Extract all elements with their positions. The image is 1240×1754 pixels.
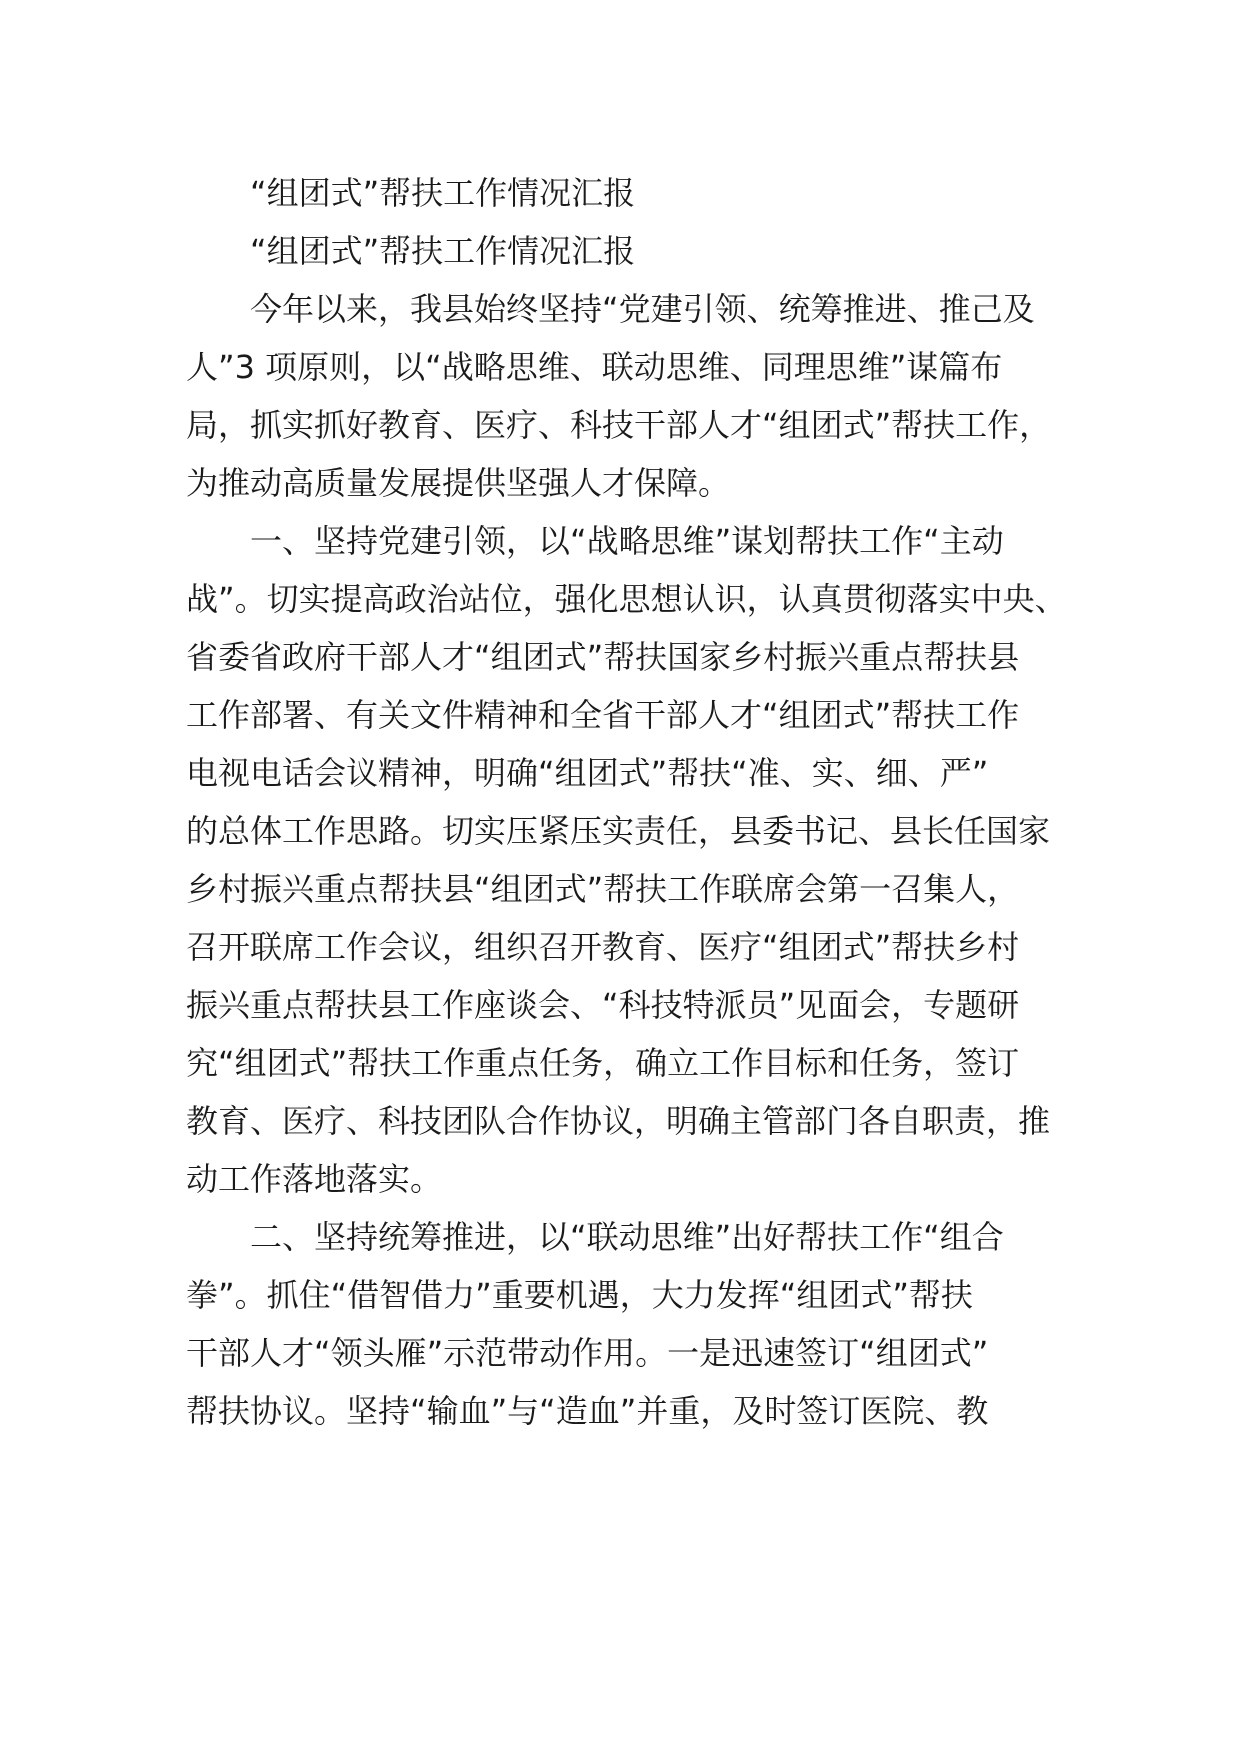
section-1-line: 工作部署、有关文件精神和全省干部人才“组团式”帮扶工作 xyxy=(186,696,1020,734)
section-1-line: 究“组团式”帮扶工作重点任务，确立工作目标和任务，签订 xyxy=(186,1044,1020,1082)
section-2-heading-line: 二、坚持统筹推进，以“联动思维”出好帮扶工作“组合 xyxy=(250,1218,1004,1256)
section-1-line: 省委省政府干部人才“组团式”帮扶国家乡村振兴重点帮扶县 xyxy=(186,638,1020,676)
paragraph-1-line: 局，抓实抓好教育、医疗、科技干部人才“组团式”帮扶工作， xyxy=(186,406,1052,444)
paragraph-1-line: 今年以来，我县始终坚持“党建引领、统筹推进、推己及 xyxy=(250,290,1035,328)
paragraph-1-line: 人”3 项原则，以“战略思维、联动思维、同理思维”谋篇布 xyxy=(186,348,1003,386)
section-1-line: 动工作落地落实。 xyxy=(186,1160,443,1198)
section-1-line: 召开联席工作会议，组织召开教育、医疗“组团式”帮扶乡村 xyxy=(186,928,1020,966)
section-1-heading-line: 一、坚持党建引领，以“战略思维”谋划帮扶工作“主动 xyxy=(250,522,1004,560)
document-title: “组团式”帮扶工作情况汇报 xyxy=(250,174,636,212)
section-1-line: 的总体工作思路。切实压紧压实责任，县委书记、县长任国家 xyxy=(186,812,1051,850)
section-1-line: 振兴重点帮扶县工作座谈会、“科技特派员”见面会，专题研 xyxy=(186,986,1020,1024)
document-title-repeat: “组团式”帮扶工作情况汇报 xyxy=(250,232,636,270)
section-1-line: 教育、医疗、科技团队合作协议，明确主管部门各自职责，推 xyxy=(186,1102,1051,1140)
section-2-line: 拳”。抓住“借智借力”重要机遇，大力发挥“组团式”帮扶 xyxy=(186,1276,973,1314)
paragraph-1-line: 为推动高质量发展提供坚强人才保障。 xyxy=(186,464,731,502)
section-1-line: 电视电话会议精神，明确“组团式”帮扶“准、实、细、严” xyxy=(186,754,989,792)
section-2-line: 干部人才“领头雁”示范带动作用。一是迅速签订“组团式” xyxy=(186,1334,989,1372)
section-1-line: 乡村振兴重点帮扶县“组团式”帮扶工作联席会第一召集人， xyxy=(186,870,1020,908)
section-2-line: 帮扶协议。坚持“输血”与“造血”并重，及时签订医院、教 xyxy=(186,1392,989,1430)
section-1-line: 战”。切实提高政治站位，强化思想认识，认真贯彻落实中央、 xyxy=(186,580,1067,618)
